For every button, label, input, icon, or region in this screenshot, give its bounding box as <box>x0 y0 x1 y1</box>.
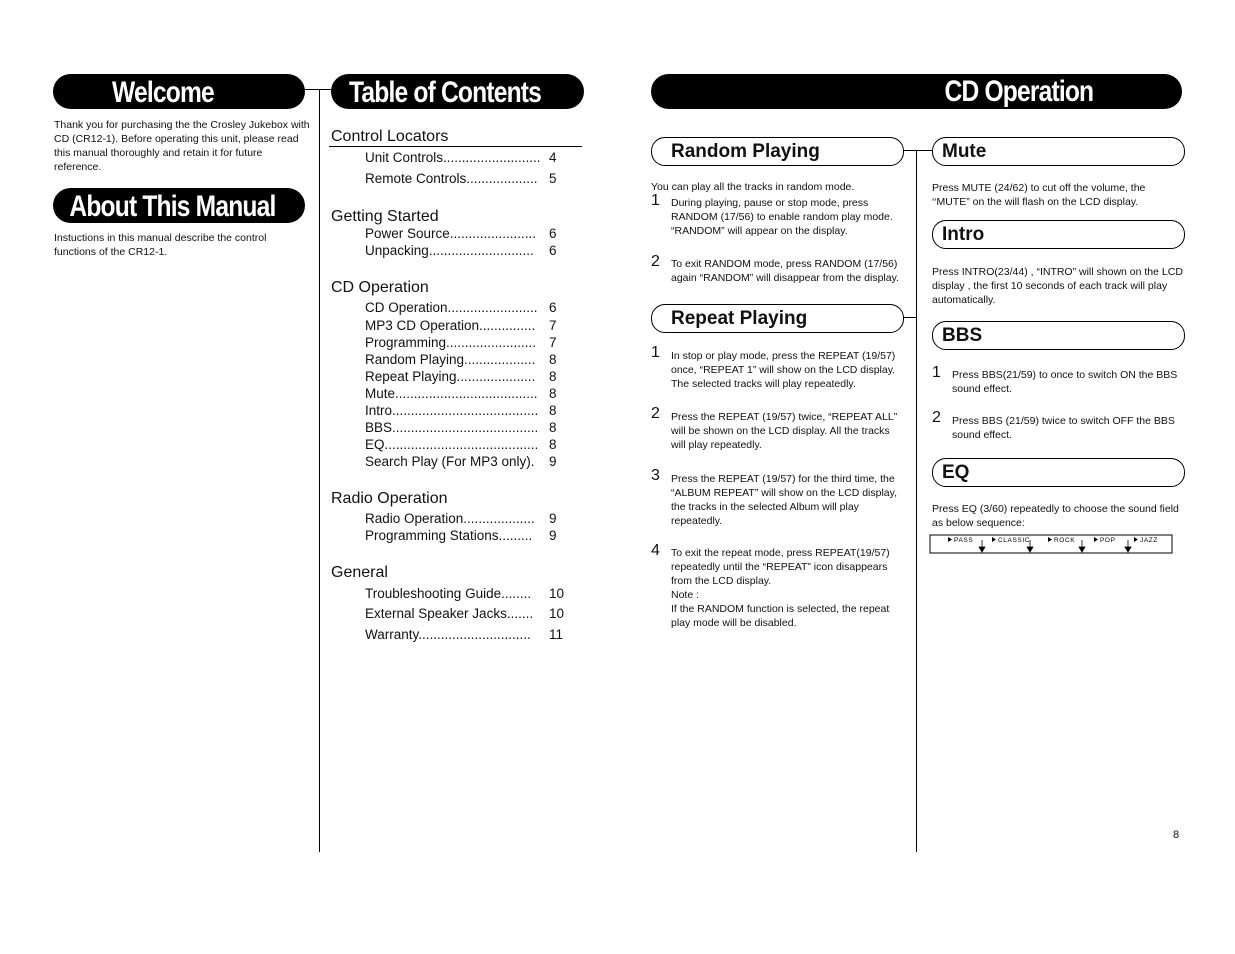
eq-mode-label: PASS <box>954 537 974 544</box>
toc-entry-label: Troubleshooting Guide........ <box>365 586 532 601</box>
mute-text: Press MUTE (24/62) to cut off the volume, the ‘‘MUTE” on the will flash on the LCD display. <box>932 182 1146 208</box>
page-number: 8 <box>1173 829 1180 841</box>
toc-entry[interactable] <box>365 627 563 642</box>
repeat-note-label: Note : <box>671 589 700 601</box>
eq-arrow-icon <box>1134 537 1138 542</box>
eq-title: EQ <box>942 462 970 483</box>
mute-header <box>932 137 1185 166</box>
random-connector <box>903 150 933 151</box>
toc-banner <box>331 74 584 109</box>
repeat-step-1-text: In stop or play mode, press the REPEAT (19/57) once, “REPEAT 1” will show on the LCD display. The selected tracks will play repeatedly. <box>671 350 896 390</box>
intro-header <box>932 220 1185 249</box>
cd-operation-title: CD Operation <box>944 75 1094 108</box>
toc-entry[interactable] <box>365 511 557 526</box>
toc-entry-page: 9 <box>549 528 557 543</box>
toc-entry[interactable] <box>365 226 557 241</box>
toc-entry[interactable] <box>365 403 557 418</box>
toc-entry-label: Random Playing................... <box>365 352 536 367</box>
eq-header <box>932 458 1185 487</box>
toc-entry[interactable] <box>365 300 557 315</box>
toc-entry-page: 5 <box>549 171 557 186</box>
bbs-header <box>932 321 1185 350</box>
eq-sequence-diagram <box>928 532 1176 556</box>
toc-entry-page: 10 <box>549 586 565 601</box>
toc-entry[interactable] <box>365 386 557 401</box>
repeat-connector <box>903 317 917 318</box>
toc-entry-page: 6 <box>549 226 557 241</box>
repeat-playing-title: Repeat Playing <box>671 308 808 329</box>
toc-entry-page: 8 <box>549 352 557 367</box>
toc-entry-label: Radio Operation................... <box>365 511 535 526</box>
bbs-title: BBS <box>942 325 983 346</box>
toc-entry[interactable] <box>365 420 557 435</box>
connector-line <box>305 89 331 90</box>
toc-entry-label: Intro....................................... <box>365 403 539 418</box>
eq-mode-label: POP <box>1100 537 1116 544</box>
eq-arrow-icon <box>992 537 996 542</box>
eq-down-arrow-icon <box>1125 540 1131 552</box>
toc-entry-label: Unpacking............................ <box>365 243 534 258</box>
about-text: Instuctions in this manual describe the control functions of the CR12-1. <box>54 232 267 258</box>
toc-section-heading: CD Operation <box>331 279 429 296</box>
random-step-2-text: To exit RANDOM mode, press RANDOM (17/56) again “RANDOM” will disappear from the display. <box>671 258 899 284</box>
toc-entry-page: 8 <box>549 437 557 452</box>
toc-entry-page: 10 <box>549 606 565 621</box>
eq-mode-label: ROCK <box>1054 537 1076 544</box>
random-step-2-number: 2 <box>651 253 660 270</box>
about-banner <box>53 188 305 223</box>
toc-entry-label: CD Operation........................ <box>365 300 538 315</box>
toc-entry[interactable] <box>365 369 557 384</box>
toc-entry[interactable] <box>365 437 557 452</box>
repeat-note-text: If the RANDOM function is selected, the repeat play mode will be disabled. <box>671 603 890 629</box>
toc-entry[interactable] <box>365 335 557 350</box>
toc-entry-label: Unit Controls.......................... <box>365 150 541 165</box>
repeat-step-3-text: Press the REPEAT (19/57) for the third time, the “ALBUM REPEAT” will show on the LCD display, the tracks in the selected Album will play repeatedly. <box>671 473 898 527</box>
toc-title: Table of Contents <box>349 76 542 109</box>
toc-entry[interactable] <box>365 528 557 543</box>
toc-entry-label: Remote Controls................... <box>365 171 538 186</box>
toc-entry-page: 8 <box>549 369 557 384</box>
eq-down-arrow-icon <box>1079 540 1085 552</box>
toc-entry[interactable] <box>365 586 564 601</box>
intro-text: Press INTRO(23/44) , “INTRO” will shown on the LCD display , the first 10 seconds of each track will play automatically. <box>932 266 1183 306</box>
toc-entry[interactable] <box>365 150 557 165</box>
random-playing-title: Random Playing <box>671 141 820 162</box>
welcome-banner <box>53 74 305 109</box>
toc-entry[interactable] <box>365 606 564 621</box>
toc-entry-page: 6 <box>549 300 557 315</box>
toc-entry-page: 11 <box>549 627 564 642</box>
bbs-step-1-number: 1 <box>932 364 941 381</box>
random-playing-header <box>651 137 904 166</box>
toc-entry-page: 6 <box>549 243 557 258</box>
welcome-text: Thank you for purchasing the the Crosley Jukebox with CD (CR12-1). Before operating this unit, please read this manual thoroughly and retain it for future reference. <box>54 119 310 173</box>
toc-entry-label: Mute...................................... <box>365 386 538 401</box>
repeat-step-4-body: To exit the repeat mode, press REPEAT(19/57) repeatedly until the “REPEAT” icon disappears from the LCD display. <box>671 547 890 587</box>
random-step-1-number: 1 <box>651 192 660 209</box>
toc-entry[interactable] <box>365 454 557 469</box>
intro-title: Intro <box>942 224 985 245</box>
bbs-step-1-text: Press BBS(21/59) to once to switch ON the BBS sound effect. <box>952 369 1178 395</box>
welcome-title: Welcome <box>112 76 214 109</box>
column-divider-left <box>319 89 320 852</box>
mute-title: Mute <box>942 141 987 162</box>
eq-arrow-icon <box>1094 537 1098 542</box>
column-divider-right <box>916 150 917 852</box>
toc-entry-page: 8 <box>549 420 557 435</box>
eq-text: Press EQ (3/60) repeatedly to choose the sound field as below sequence: <box>932 503 1179 529</box>
bbs-step-2-text: Press BBS (21/59) twice to switch OFF the BBS sound effect. <box>952 415 1175 441</box>
toc-entry-label: Power Source....................... <box>365 226 537 241</box>
repeat-step-2-number: 2 <box>651 405 660 422</box>
toc-entry-page: 4 <box>549 150 557 165</box>
toc-entry-label: Warranty.............................. <box>365 627 531 642</box>
eq-arrow-icon <box>948 537 952 542</box>
toc-entry-page: 8 <box>549 403 557 418</box>
toc-section-heading: Radio Operation <box>331 490 448 507</box>
toc-entry[interactable] <box>365 171 557 186</box>
bbs-step-2-number: 2 <box>932 409 941 426</box>
toc-entry[interactable] <box>365 243 557 258</box>
eq-down-arrow-icon <box>979 540 985 552</box>
toc-entry-label: Repeat Playing..................... <box>365 369 536 384</box>
toc-entry-label: External Speaker Jacks....... <box>365 606 534 621</box>
eq-mode-label: CLASSIC <box>998 537 1031 544</box>
toc-entry-label: EQ......................................... <box>365 437 539 452</box>
repeat-playing-header <box>651 304 904 333</box>
repeat-step-4-text <box>671 546 907 630</box>
about-title: About This Manual <box>69 190 276 223</box>
toc-entry-label: Programming Stations......... <box>365 528 533 543</box>
repeat-step-2-text: Press the REPEAT (19/57) twice, “REPEAT ALL” will be shown on the LCD display. All the tracks will play repeatedly. <box>671 411 898 451</box>
eq-mode-label: JAZZ <box>1140 537 1158 544</box>
repeat-step-3-number: 3 <box>651 467 660 484</box>
toc-entry-page: 8 <box>549 386 557 401</box>
toc-section-heading: Control Locators <box>331 128 449 145</box>
repeat-step-1-number: 1 <box>651 344 660 361</box>
cd-operation-banner <box>651 74 1182 109</box>
toc-entry-page: 7 <box>549 335 557 350</box>
toc-heading-rule <box>329 146 582 147</box>
toc-entry-page: 9 <box>549 454 557 469</box>
random-step-1-text: During playing, pause or stop mode, press RANDOM (17/56) to enable random play mode. “RANDOM” will appear on the display. <box>671 197 893 237</box>
toc-entry[interactable] <box>365 352 557 367</box>
toc-entry-label: MP3 CD Operation............... <box>365 318 536 333</box>
toc-section-heading: Getting Started <box>331 208 439 225</box>
eq-arrow-icon <box>1048 537 1052 542</box>
toc-section-heading: General <box>331 564 388 581</box>
random-intro: You can play all the tracks in random mode. <box>651 181 855 193</box>
toc-entry-label: Programming........................ <box>365 335 537 350</box>
toc-entry-label: BBS....................................... <box>365 420 539 435</box>
toc-entry-page: 9 <box>549 511 557 526</box>
toc-entry-label: Search Play (For MP3 only). <box>365 454 535 469</box>
repeat-step-4-number: 4 <box>651 542 660 559</box>
toc-entry[interactable] <box>365 318 557 333</box>
toc-entry-page: 7 <box>549 318 557 333</box>
